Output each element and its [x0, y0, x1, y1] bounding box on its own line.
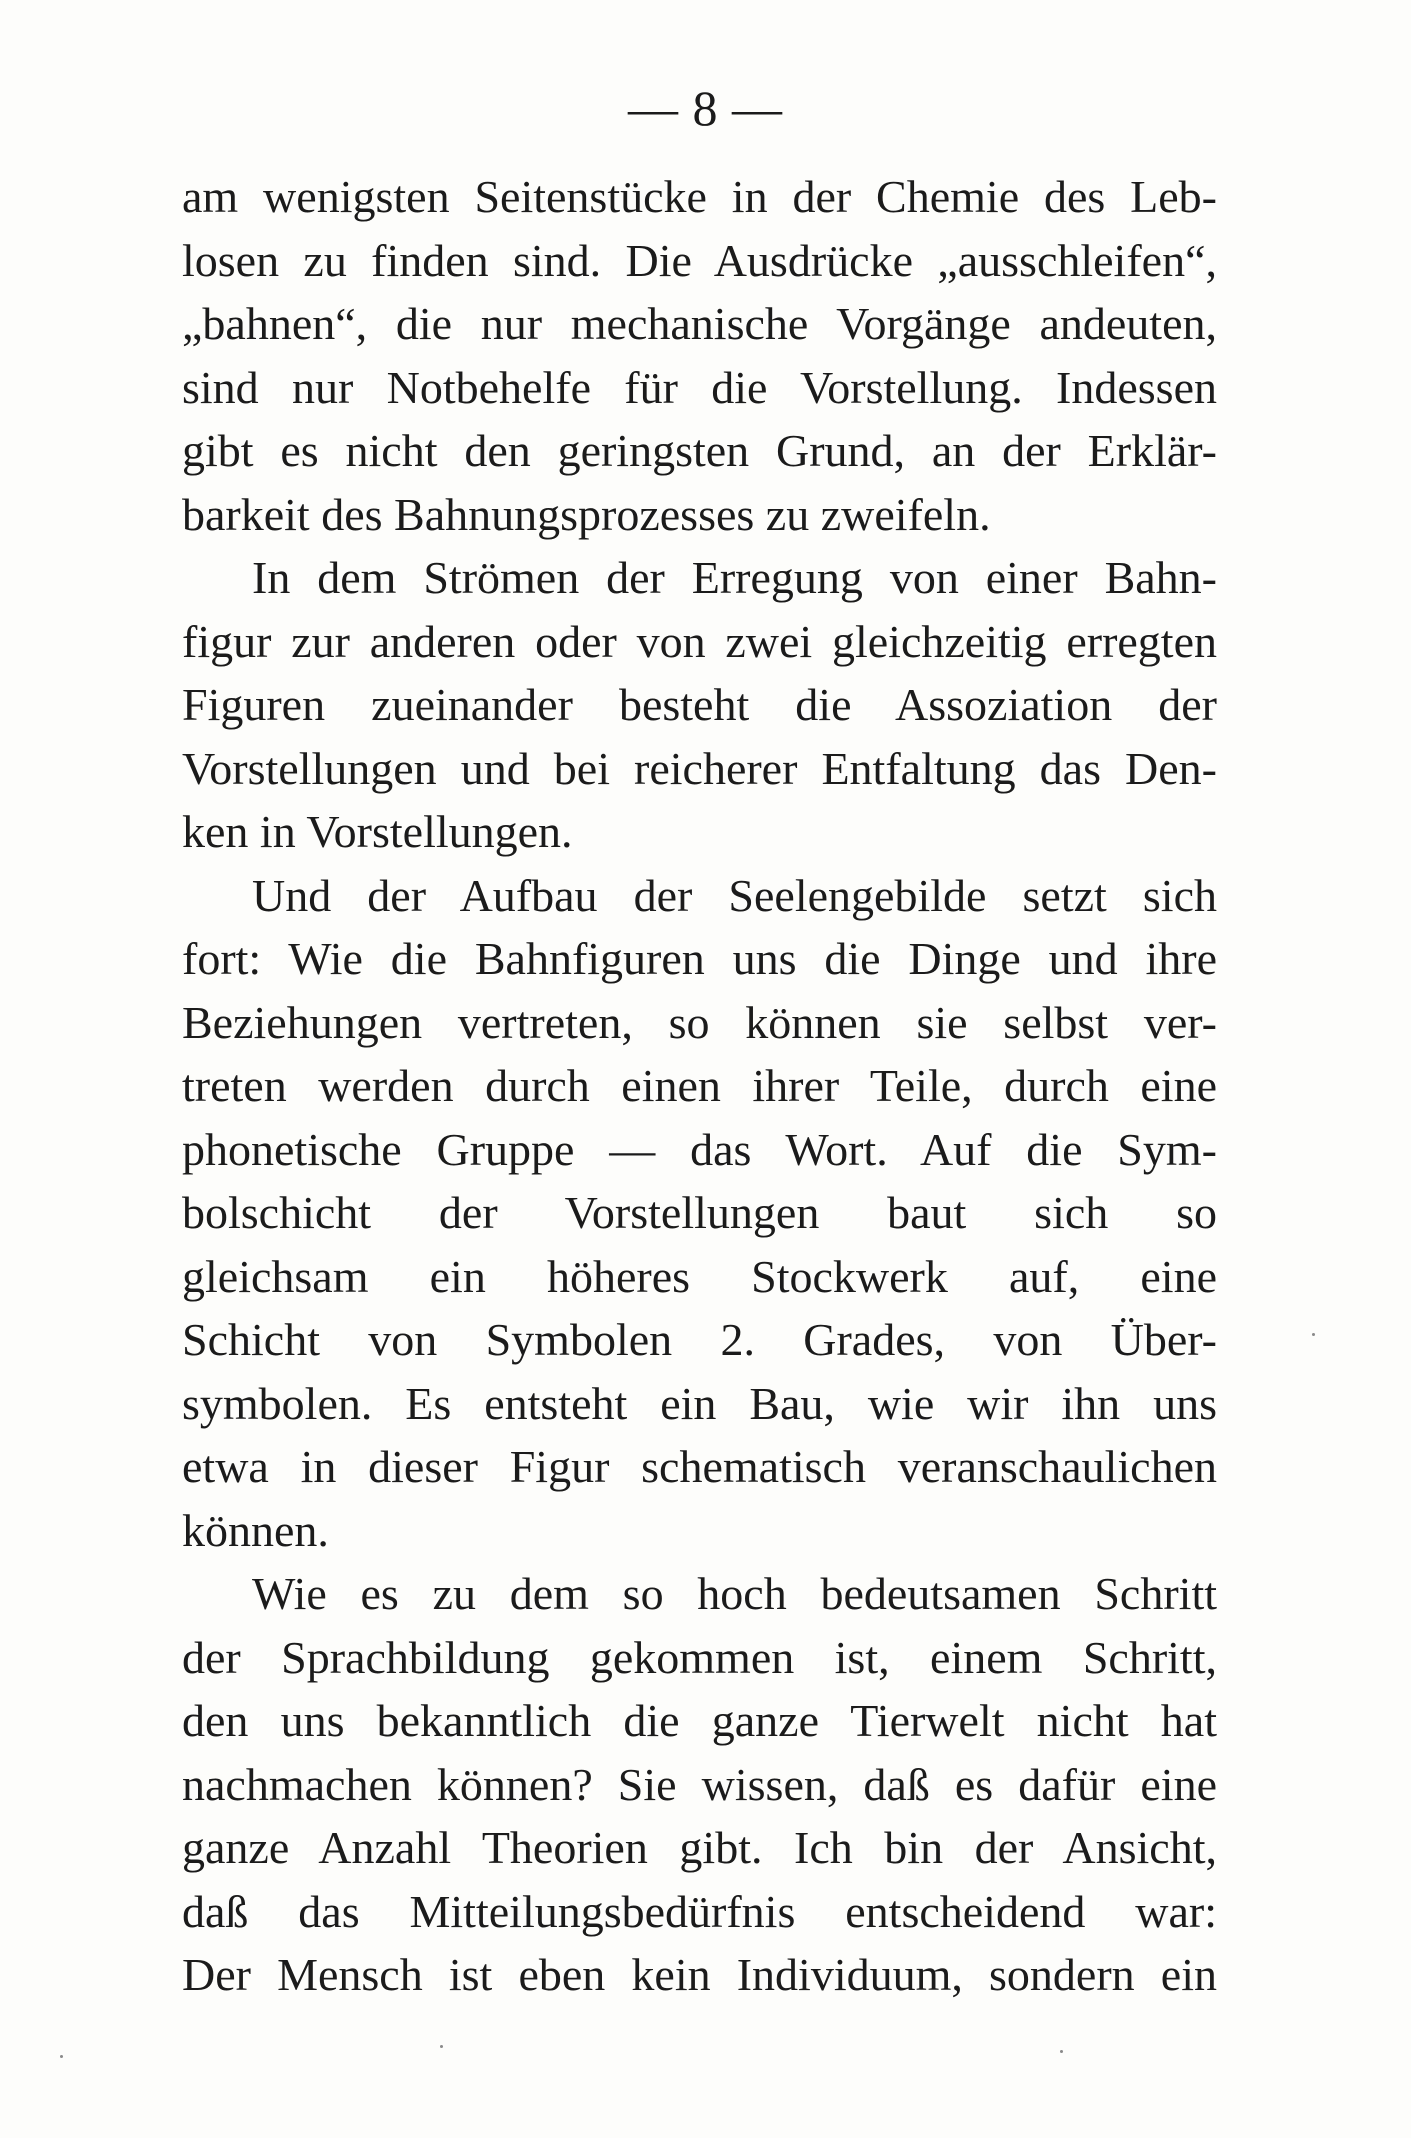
text-line: phonetische Gruppe — das Wort. Auf die Sym- [182, 1123, 1217, 1175]
paper-speck [1312, 1333, 1315, 1336]
text-line: symbolen. Es entsteht ein Bau, wie wir ihn uns [182, 1377, 1217, 1429]
text-line: Schicht von Symbolen 2. Grades, von Über- [182, 1314, 1217, 1365]
text-line: den uns bekanntlich die ganze Tierwelt nicht hat [182, 1695, 1217, 1746]
text-line: ken in Vorstellungen. [182, 806, 573, 857]
text-line: gibt es nicht den geringsten Grund, an der Erklär- [182, 425, 1217, 476]
text-line: In dem Strömen der Erregung von einer Bahn- [252, 552, 1217, 603]
text-line: „bahnen“, die nur mechanische Vorgänge andeuten, [182, 298, 1217, 349]
text-line: losen zu finden sind. Die Ausdrücke „ausschleifen“, [182, 234, 1217, 286]
text-line: können. [182, 1504, 329, 1556]
text-line: fort: Wie die Bahnfiguren uns die Dinge und ihre [182, 933, 1217, 984]
text-line: bolschicht der Vorstellungen baut sich so [182, 1187, 1217, 1238]
text-line: nachmachen können? Sie wissen, daß es dafür eine [182, 1758, 1217, 1810]
text-line: etwa in dieser Figur schematisch veranschaulichen [182, 1441, 1217, 1492]
text-line: der Sprachbildung gekommen ist, einem Schritt, [182, 1631, 1217, 1683]
body-text [182, 165, 1217, 2007]
text-line: barkeit des Bahnungsprozesses zu zweifeln. [182, 488, 991, 540]
text-line: Und der Aufbau der Seelengebilde setzt sich [252, 869, 1217, 921]
paper-speck [60, 2055, 63, 2058]
text-line: ganze Anzahl Theorien gibt. Ich bin der Ansicht, [182, 1822, 1217, 1873]
page-number: — 8 — [628, 80, 783, 136]
text-line: am wenigsten Seitenstücke in der Chemie des Leb- [182, 171, 1217, 222]
text-line: Figuren zueinander besteht die Assoziation der [182, 679, 1217, 730]
text-line: Beziehungen vertreten, so können sie selbst ver- [182, 996, 1217, 1048]
text-line: gleichsam ein höheres Stockwerk auf, eine [182, 1250, 1217, 1302]
text-line: Wie es zu dem so hoch bedeutsamen Schritt [252, 1568, 1217, 1619]
text-line: Vorstellungen und bei reicherer Entfaltung das Den- [182, 742, 1217, 794]
paper-speck [1060, 2050, 1063, 2053]
text-line: treten werden durch einen ihrer Teile, durch eine [182, 1060, 1217, 1111]
paper-speck [440, 2045, 443, 2048]
text-line: Der Mensch ist eben kein Individuum, sondern ein [182, 1949, 1217, 2000]
text-line: sind nur Notbehelfe für die Vorstellung. Indessen [182, 361, 1217, 413]
text-line: daß das Mitteilungsbedürfnis entscheidend war: [182, 1885, 1217, 1937]
text-line: figur zur anderen oder von zwei gleichzeitig erregten [182, 615, 1217, 667]
